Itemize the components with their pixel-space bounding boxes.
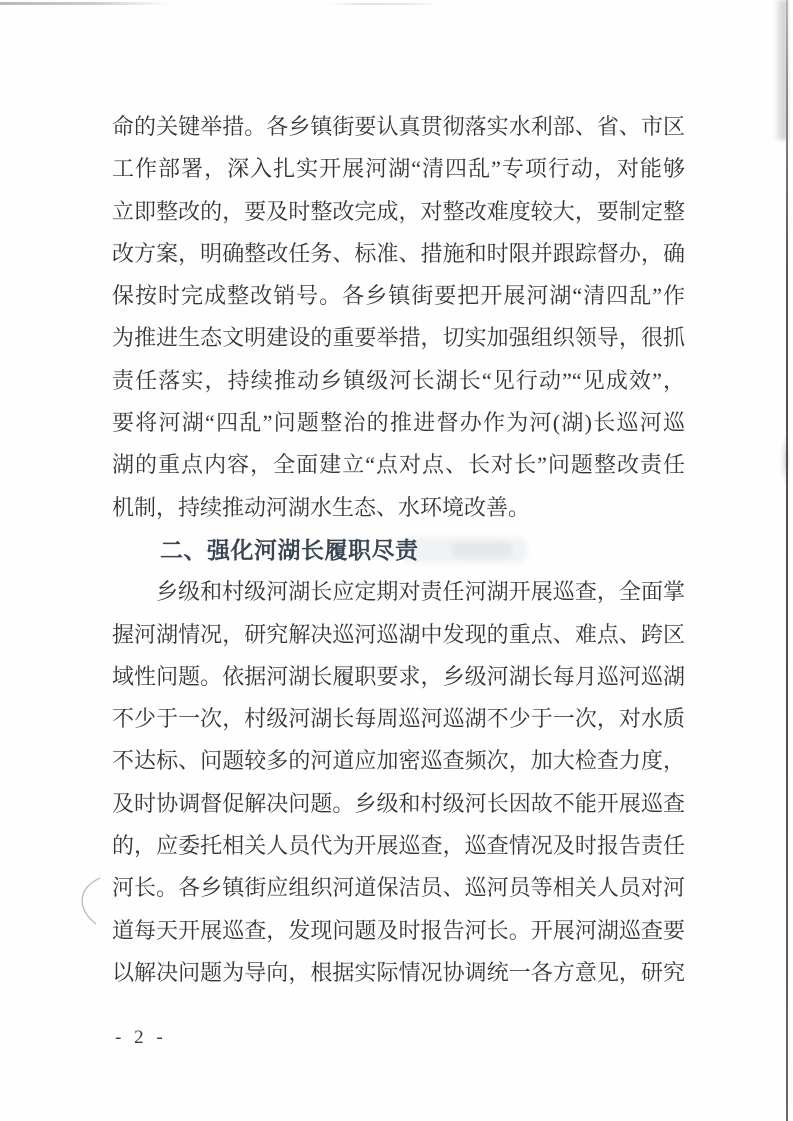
body-text-line: 责任落实，持续推动乡镇级河长湖长“见行动”“见成效”， <box>112 367 685 393</box>
body-text-line: 道每天开展巡查，发现问题及时报告河长。开展河湖巡查要 <box>112 917 685 943</box>
body-text-line: 握河湖情况，研究解决巡河巡湖中发现的重点、难点、跨区 <box>112 621 685 647</box>
body-text-line: 不少于一次，村级河湖长每周巡河巡湖不少于一次，对水质 <box>112 706 685 732</box>
document-body <box>112 106 685 994</box>
scan-artifact-right-edge-line <box>786 0 788 1121</box>
body-text-line: 及时协调督促解决问题。乡级和村级河长因故不能开展巡查 <box>112 790 685 816</box>
body-text-line: 工作部署，深入扎实开展河湖“清四乱”专项行动，对能够 <box>112 156 685 182</box>
scan-artifact-top-edge-line <box>0 2 170 5</box>
scan-artifact-arc-mark <box>70 876 112 928</box>
body-text-line: 以解决问题为导向，根据实际情况协调统一各方意见，研究 <box>112 959 685 985</box>
body-text-line: 为推进生态文明建设的重要举措，切实加强组织领导，很抓 <box>112 325 685 351</box>
body-text-line: 要将河湖“四乱”问题整治的推进督办作为河(湖)长巡河巡 <box>112 410 685 436</box>
body-text-line: 乡级和村级河湖长应定期对责任河湖开展巡查，全面掌 <box>156 579 685 605</box>
body-text-line: 保按时完成整改销号。各乡镇街要把开展河湖“清四乱”作 <box>112 283 685 309</box>
page-number: - 2 - <box>115 1027 167 1048</box>
body-text-line: 域性问题。依据河湖长履职要求，乡级河湖长每月巡河巡湖 <box>112 663 685 689</box>
body-text-line: 机制，持续推动河湖水生态、水环境改善。 <box>112 494 531 520</box>
body-text-line: 不达标、问题较多的河道应加密巡查频次，加大检查力度， <box>112 748 685 774</box>
body-text-line: 湖的重点内容，全面建立“点对点、长对长”问题整改责任 <box>112 452 685 478</box>
scan-artifact-right-top-shadow <box>774 0 787 140</box>
body-text-line: 河长。各乡镇街应组织河道保洁员、巡河员等相关人员对河 <box>112 875 685 901</box>
section-heading: 二、强化河湖长履职尽责 <box>160 536 419 563</box>
scan-artifact-right-mid-shadow <box>780 430 788 490</box>
body-text-line: 的，应委托相关人员代为开展巡查，巡查情况及时报告责任 <box>112 833 685 859</box>
body-text-line: 改方案，明确整改任务、标准、措施和时限并跟踪督办，确 <box>112 240 685 266</box>
body-text-line: 立即整改的，要及时整改完成，对整改难度较大，要制定整 <box>112 198 685 224</box>
body-text-line: 命的关键举措。各乡镇街要认真贯彻落实水利部、省、市区 <box>112 114 685 139</box>
scan-artifact-top-edge-faint-line <box>328 3 438 5</box>
